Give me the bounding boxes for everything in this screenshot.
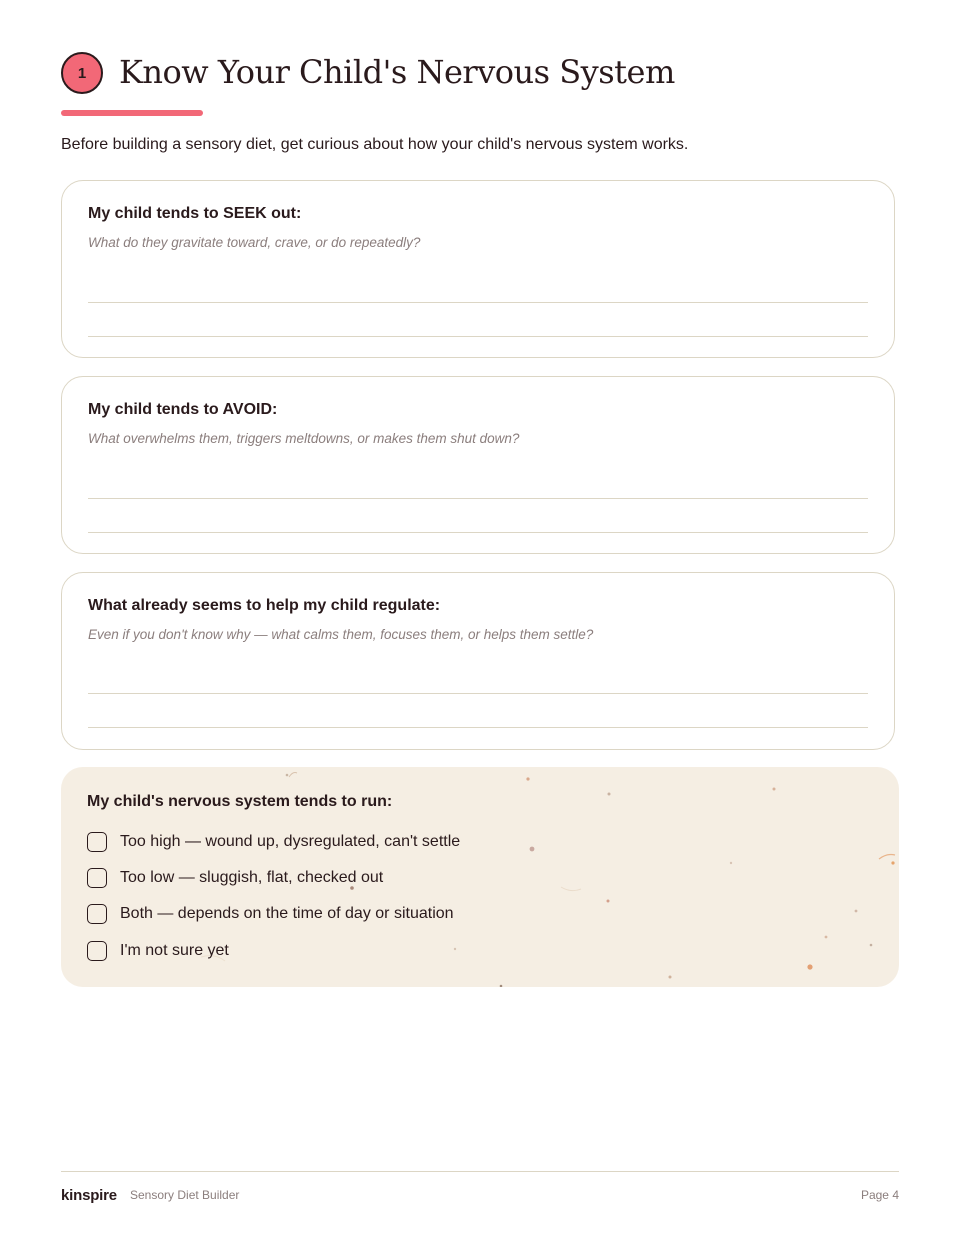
avoid-write-line-1[interactable]	[88, 498, 868, 499]
seek-card	[61, 180, 895, 358]
regulate-write-line-2[interactable]	[88, 727, 868, 728]
avoid-card-hint: What overwhelms them, triggers meltdowns, or makes them shut down?	[88, 431, 520, 446]
option-too-high[interactable]	[87, 830, 460, 854]
option-not-sure[interactable]	[87, 939, 229, 963]
avoid-card	[61, 376, 895, 554]
document-name: Sensory Diet Builder	[130, 1188, 240, 1202]
page-number: Page 4	[860, 1188, 899, 1202]
brand-logo: kinspire	[61, 1187, 117, 1204]
nervous-system-panel	[61, 767, 899, 987]
nervous-system-title: My child's nervous system tends to run:	[87, 793, 393, 810]
section-header	[61, 52, 901, 122]
seek-card-title: My child tends to SEEK out:	[88, 205, 302, 222]
regulate-write-line-1[interactable]	[88, 693, 868, 694]
option-too-low-label: Too low — sluggish, flat, checked out	[120, 869, 384, 886]
seek-card-hint: What do they gravitate toward, crave, or do repeatedly?	[88, 235, 421, 250]
page-title: Know Your Child's Nervous System	[119, 53, 675, 91]
option-not-sure-label: I'm not sure yet	[120, 942, 229, 959]
checkbox-too-low[interactable]	[87, 868, 107, 888]
seek-write-line-1[interactable]	[88, 302, 868, 303]
checkbox-too-high[interactable]	[87, 832, 107, 852]
footer-divider	[61, 1171, 899, 1172]
avoid-write-line-2[interactable]	[88, 532, 868, 533]
title-underline	[61, 110, 203, 116]
regulate-card-hint: Even if you don't know why — what calms them, focuses them, or helps them settle?	[88, 627, 594, 642]
step-number-badge: 1	[61, 52, 103, 94]
seek-write-line-2[interactable]	[88, 336, 868, 337]
checkbox-not-sure[interactable]	[87, 941, 107, 961]
option-too-high-label: Too high — wound up, dysregulated, can't settle	[120, 833, 461, 850]
regulate-card-title: What already seems to help my child regulate:	[88, 597, 441, 614]
avoid-card-title: My child tends to AVOID:	[88, 401, 278, 418]
option-both[interactable]	[87, 902, 454, 926]
option-too-low[interactable]	[87, 866, 383, 890]
intro-text: Before building a sensory diet, get curious about how your child's nervous system works.	[61, 136, 689, 153]
regulate-card	[61, 572, 895, 750]
option-both-label: Both — depends on the time of day or situation	[120, 905, 454, 922]
checkbox-both[interactable]	[87, 904, 107, 924]
